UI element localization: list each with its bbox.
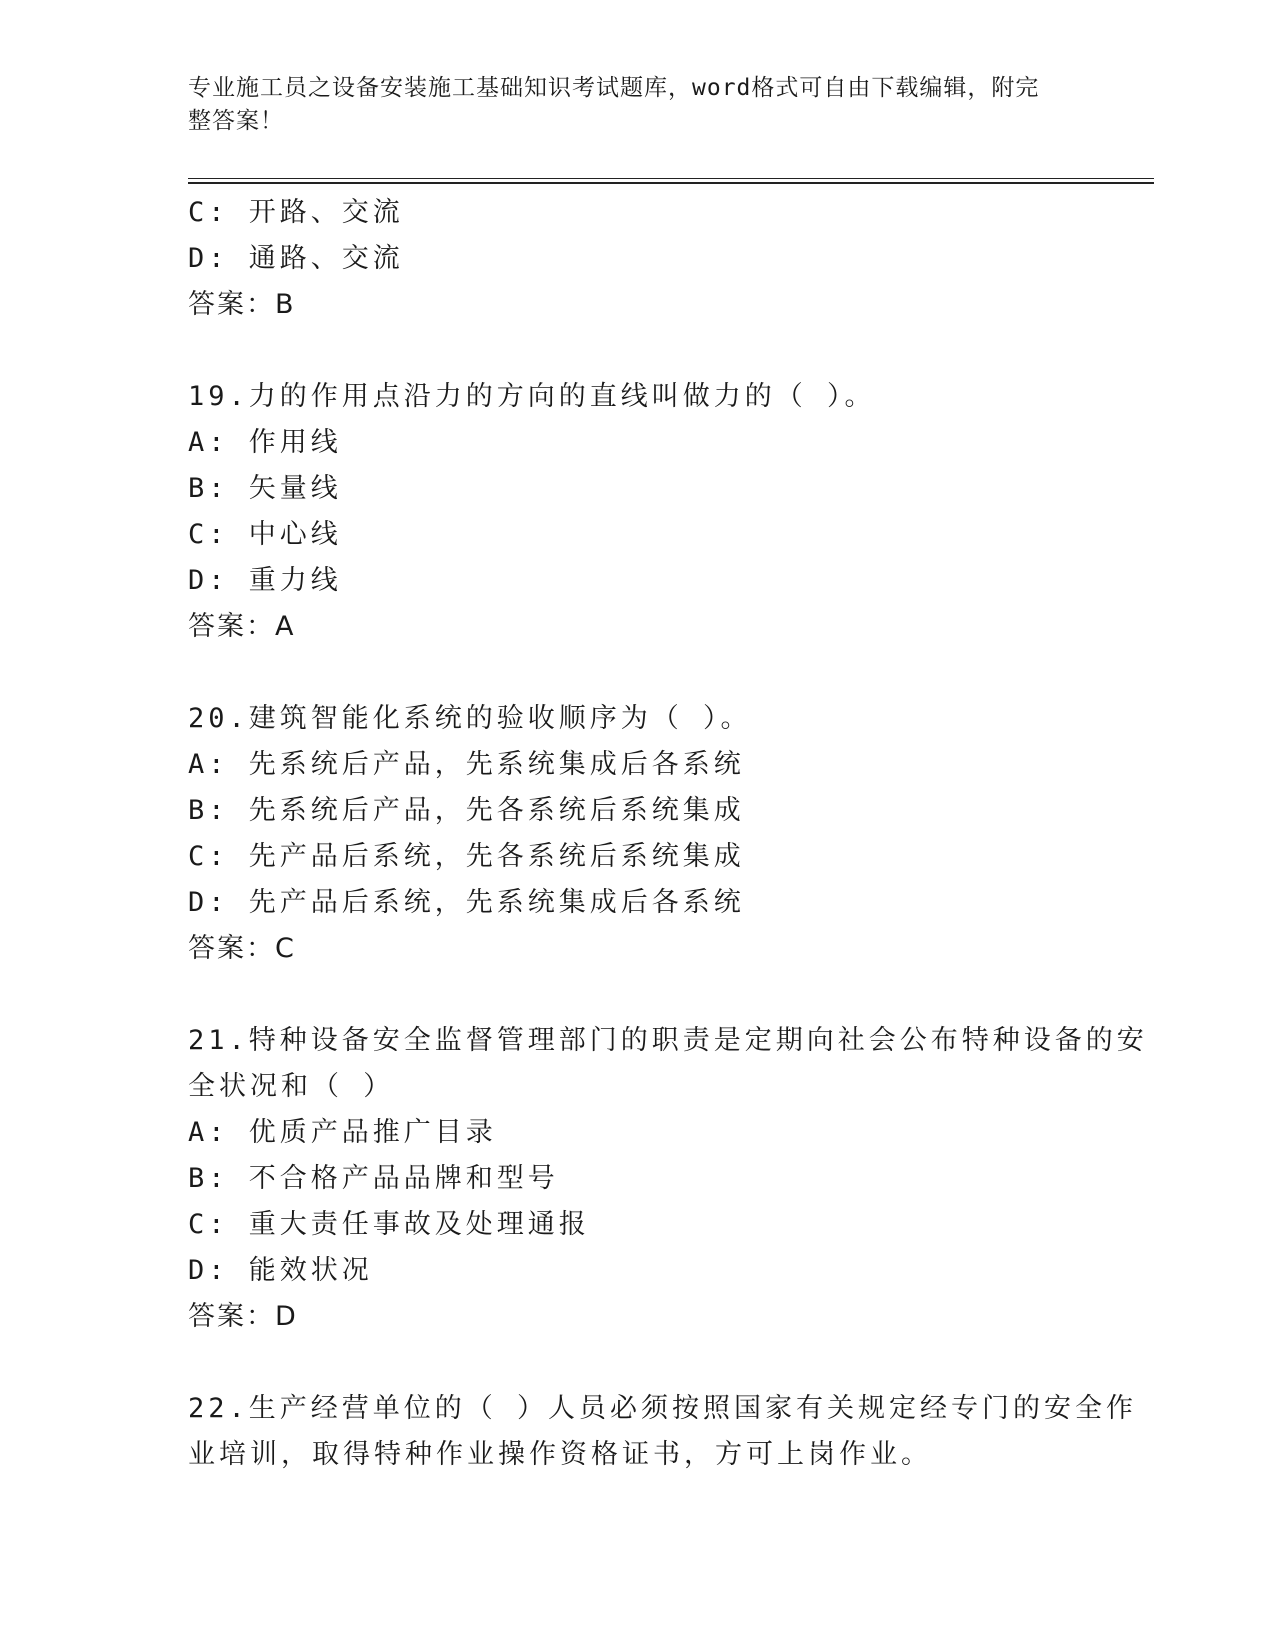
option-label: A:	[188, 749, 229, 780]
option-b	[188, 1156, 1088, 1202]
option-text: 重力线	[248, 565, 342, 596]
question-stem-line-1: 22.生产经营单位的（ ）人员必须按照国家有关规定经专门的安全作	[188, 1393, 1138, 1424]
option-b	[188, 466, 1088, 512]
question-content	[188, 190, 1148, 1478]
question-22	[188, 1386, 1138, 1478]
option-d	[188, 236, 1088, 282]
prev-question-block	[188, 190, 1088, 328]
option-a	[188, 742, 1088, 788]
question-stem-line-1: 21.特种设备安全监督管理部门的职责是定期向社会公布特种设备的安	[188, 1025, 1148, 1056]
header-divider-thick	[188, 182, 1154, 184]
option-label: D:	[188, 565, 229, 596]
spacer	[188, 972, 1088, 1018]
option-label: C:	[188, 519, 229, 550]
option-d	[188, 558, 1088, 604]
option-label: C:	[188, 841, 229, 872]
question-21	[188, 1018, 1148, 1340]
option-text: 中心线	[248, 519, 342, 550]
answer-line: 答案：B	[188, 289, 296, 320]
option-c	[188, 512, 1088, 558]
spacer	[188, 1340, 1088, 1386]
header-line-1: 专业施工员之设备安装施工基础知识考试题库，word格式可自由下载编辑，附完	[188, 75, 1040, 101]
answer-line: 答案：C	[188, 933, 296, 964]
option-text: 重大责任事故及处理通报	[248, 1209, 590, 1240]
answer-line: 答案：D	[188, 1301, 298, 1332]
option-text: 先系统后产品，先系统集成后各系统	[248, 749, 745, 780]
option-a	[188, 1110, 1088, 1156]
option-label: D:	[188, 243, 229, 274]
option-d	[188, 880, 1088, 926]
option-text: 不合格产品品牌和型号	[248, 1163, 559, 1194]
question-stem: 19.力的作用点沿力的方向的直线叫做力的（ ）。	[188, 381, 876, 412]
option-label: C:	[188, 1209, 229, 1240]
option-label: B:	[188, 1163, 229, 1194]
question-19	[188, 374, 1088, 650]
option-text: 先系统后产品，先各系统后系统集成	[248, 795, 745, 826]
option-text: 优质产品推广目录	[248, 1117, 497, 1148]
question-20	[188, 696, 1088, 972]
option-c	[188, 834, 1088, 880]
option-label: B:	[188, 795, 229, 826]
option-label: D:	[188, 887, 229, 918]
question-stem-line-2: 全状况和（ ）	[188, 1071, 395, 1102]
header-divider-thin	[188, 178, 1154, 179]
option-c	[188, 190, 1088, 236]
option-d	[188, 1248, 1088, 1294]
option-text: 作用线	[248, 427, 342, 458]
option-b	[188, 788, 1088, 834]
option-label: D:	[188, 1255, 229, 1286]
option-text: 开路、交流	[248, 197, 404, 228]
question-stem-line-2: 业培训，取得特种作业操作资格证书，方可上岗作业。	[188, 1439, 932, 1470]
option-c	[188, 1202, 1088, 1248]
option-text: 矢量线	[248, 473, 342, 504]
option-a	[188, 420, 1088, 466]
option-label: A:	[188, 1117, 229, 1148]
option-text: 先产品后系统，先各系统后系统集成	[248, 841, 745, 872]
option-label: A:	[188, 427, 229, 458]
spacer	[188, 650, 1088, 696]
option-label: B:	[188, 473, 229, 504]
option-label: C:	[188, 197, 229, 228]
option-text: 能效状况	[248, 1255, 373, 1286]
spacer	[188, 328, 1088, 374]
option-text: 先产品后系统，先系统集成后各系统	[248, 887, 745, 918]
option-text: 通路、交流	[248, 243, 404, 274]
page-header	[188, 72, 1078, 138]
question-stem: 20.建筑智能化系统的验收顺序为（ ）。	[188, 703, 752, 734]
answer-line: 答案：A	[188, 611, 296, 642]
header-line-2: 整答案！	[188, 108, 284, 134]
